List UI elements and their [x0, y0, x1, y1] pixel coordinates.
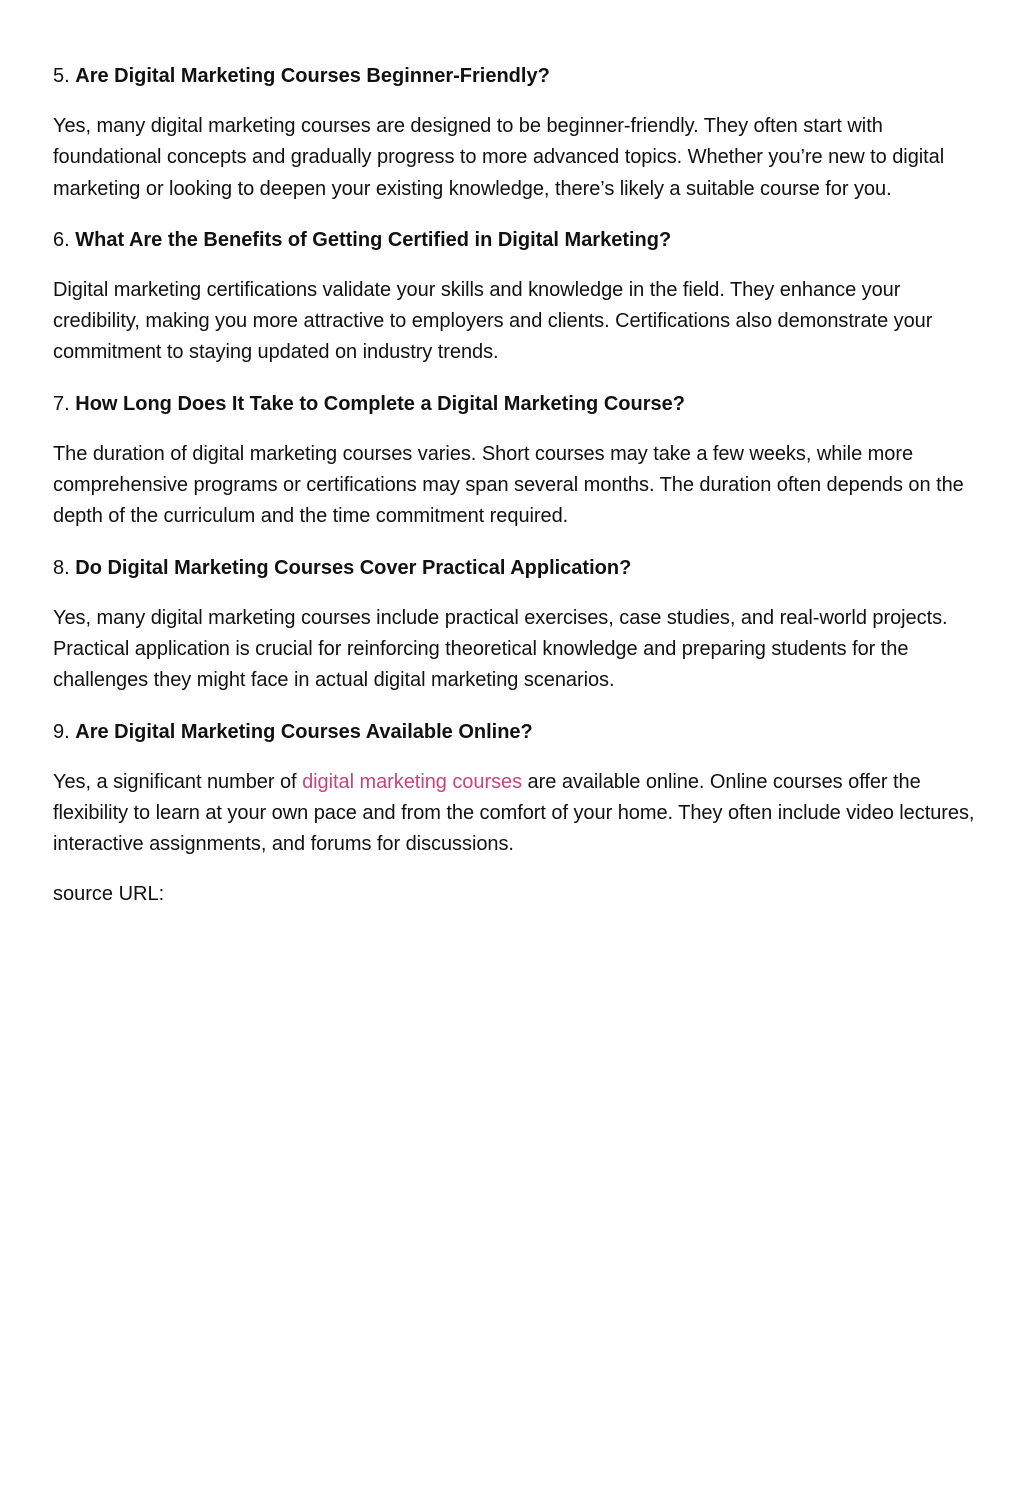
faq-question-text: How Long Does It Take to Complete a Digital Marketing Course?	[75, 392, 685, 415]
digital-marketing-courses-link[interactable]: digital marketing courses	[302, 770, 523, 793]
answer-text-before-link: Yes, a significant number of	[53, 770, 303, 793]
faq-question-text: Do Digital Marketing Courses Cover Practical Application?	[75, 556, 632, 579]
faq-answer-7: The duration of digital marketing courses varies. Short courses may take a few weeks, while more comprehensive programs or certifications may span several months. The duration often depends on the depth of the curriculum and the time commitment required.	[53, 442, 964, 528]
faq-question-text: What Are the Benefits of Getting Certified in Digital Marketing?	[75, 228, 672, 251]
document-page	[53, 60, 978, 910]
faq-number: 8.	[53, 556, 70, 579]
faq-number: 7.	[53, 392, 70, 415]
faq-question-text: Are Digital Marketing Courses Beginner-Friendly?	[75, 65, 550, 87]
faq-answer-8: Yes, many digital marketing courses include practical exercises, case studies, and real-world projects. Practical application is crucial for reinforcing theoretical knowledge and preparing students for the challenges they might face in actual digital marketing scenarios.	[53, 606, 948, 692]
faq-question-8	[53, 552, 978, 584]
faq-answer-9	[53, 767, 978, 861]
faq-number: 9.	[53, 720, 70, 743]
faq-question-text: Are Digital Marketing Courses Available Online?	[75, 720, 533, 743]
answer-text-after-link: are available online. Online courses offer the flexibility to learn at your own pace and from the comfort of your home. They often include video lectures, interactive assignments, and forums for discussions.	[53, 770, 975, 856]
faq-question-5	[53, 60, 978, 92]
faq-number: 6.	[53, 228, 70, 251]
faq-number: 5.	[53, 65, 70, 87]
faq-question-9	[53, 716, 978, 748]
faq-question-7	[53, 388, 978, 420]
faq-answer-6: Digital marketing certifications validate your skills and knowledge in the field. They enhance your credibility, making you more attractive to employers and clients. Certifications also demonstrate your commitment to staying updated on industry trends.	[53, 278, 933, 364]
faq-answer-5: Yes, many digital marketing courses are designed to be beginner-friendly. They often start with foundational concepts and gradually progress to more advanced topics. Whether you’re new to digital marketing or looking to deepen your existing knowledge, there’s likely a suitable course for you.	[53, 115, 945, 200]
faq-question-6	[53, 224, 978, 256]
source-url-label: source URL:	[53, 883, 165, 906]
